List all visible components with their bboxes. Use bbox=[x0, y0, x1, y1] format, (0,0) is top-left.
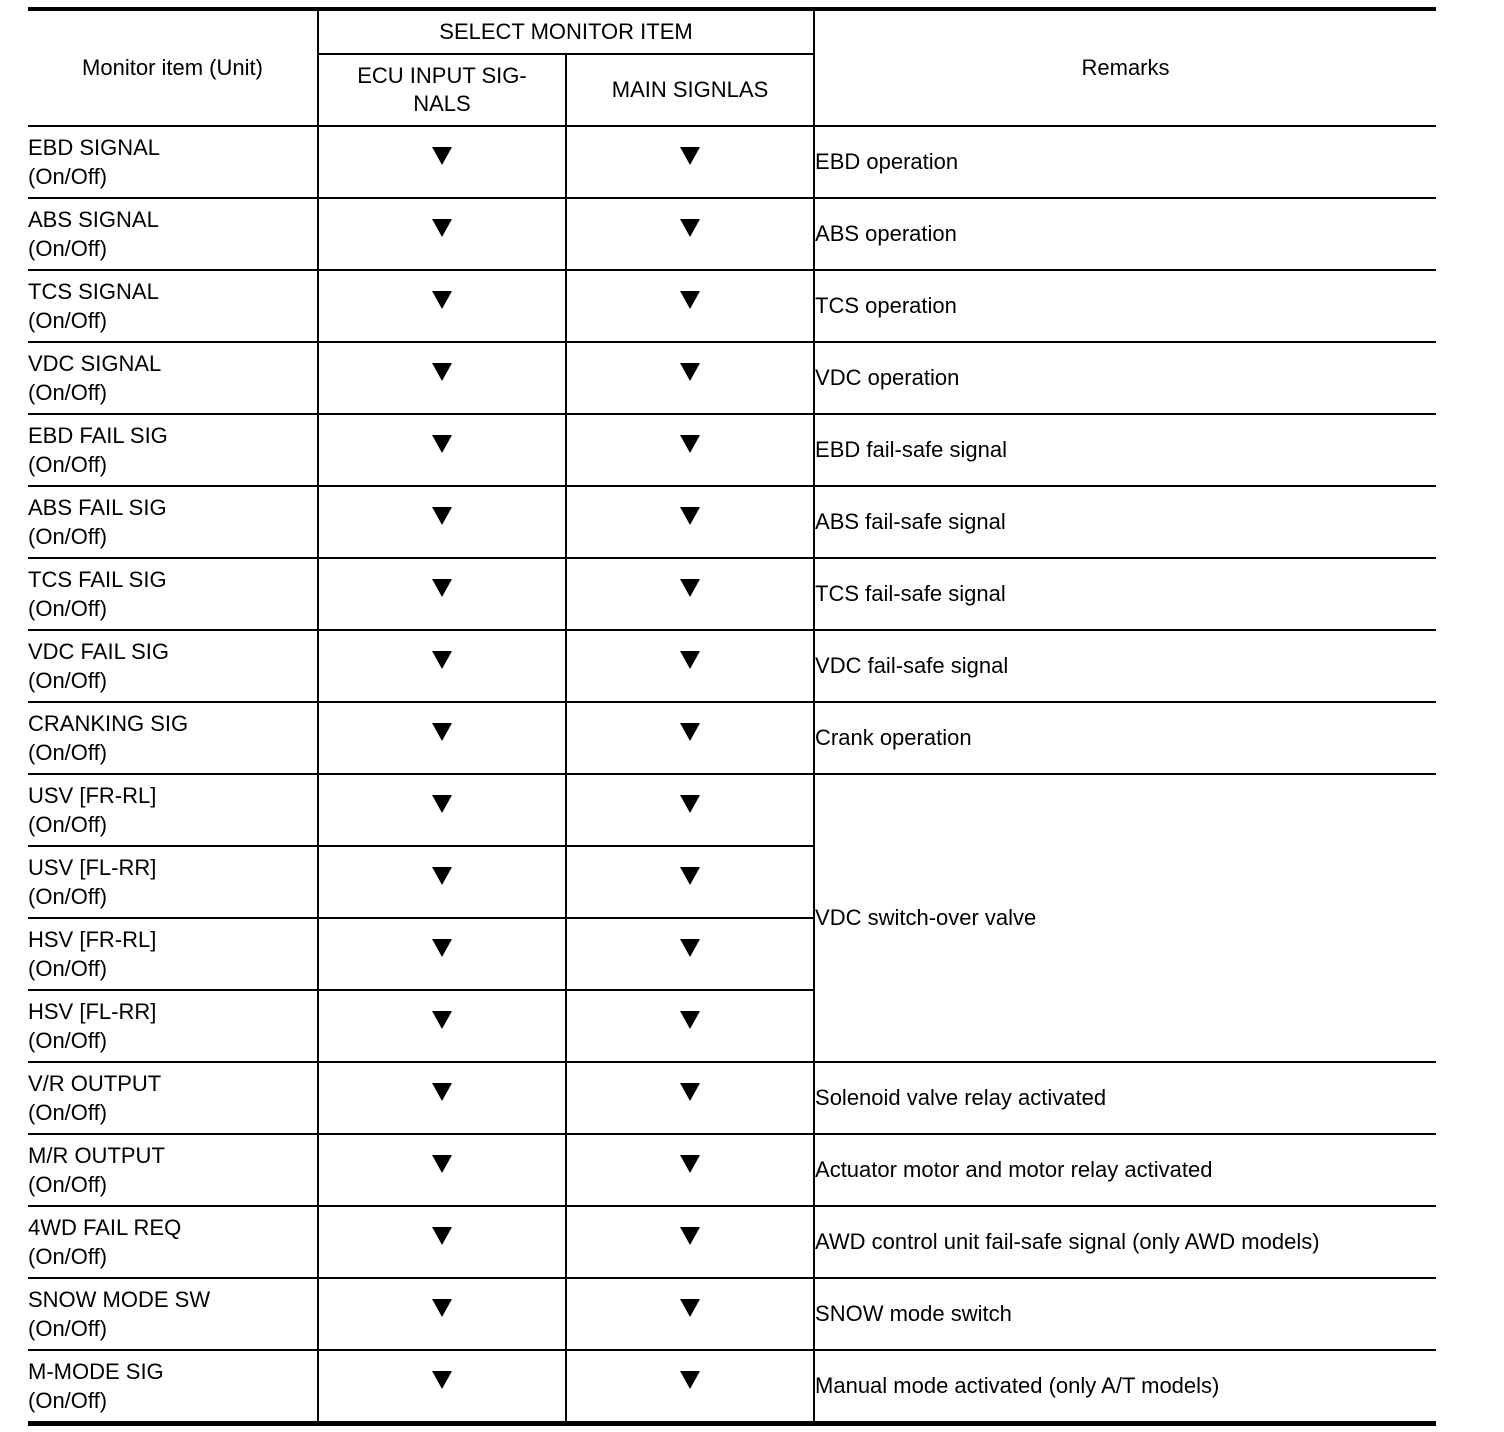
down-triangle-icon bbox=[432, 363, 452, 381]
monitor-item-unit: (On/Off) bbox=[28, 812, 108, 837]
monitor-item-unit: (On/Off) bbox=[28, 452, 108, 477]
ecu-input-signals-mark bbox=[318, 702, 566, 774]
remarks-cell: Manual mode activated (only A/T models) bbox=[814, 1350, 1436, 1424]
monitor-item-cell bbox=[28, 342, 318, 414]
ecu-input-signals-mark bbox=[318, 918, 566, 990]
monitor-item-cell bbox=[28, 1062, 318, 1134]
monitor-item-unit: (On/Off) bbox=[28, 524, 108, 549]
down-triangle-icon bbox=[432, 579, 452, 597]
main-signals-mark bbox=[566, 1206, 814, 1278]
monitor-item-name: M-MODE SIG bbox=[28, 1359, 164, 1384]
monitor-item-unit: (On/Off) bbox=[28, 1100, 108, 1125]
ecu-input-signals-mark bbox=[318, 1350, 566, 1424]
remarks-cell: ABS operation bbox=[814, 198, 1436, 270]
main-signals-mark bbox=[566, 918, 814, 990]
down-triangle-icon bbox=[680, 219, 700, 237]
down-triangle-icon bbox=[680, 795, 700, 813]
down-triangle-icon bbox=[432, 291, 452, 309]
ecu-input-signals-mark bbox=[318, 414, 566, 486]
table-row bbox=[28, 774, 1436, 846]
header-main-signals: MAIN SIGNLAS bbox=[566, 54, 814, 126]
main-signals-mark bbox=[566, 1062, 814, 1134]
monitor-item-cell bbox=[28, 414, 318, 486]
down-triangle-icon bbox=[432, 1371, 452, 1389]
down-triangle-icon bbox=[680, 1371, 700, 1389]
monitor-item-name: SNOW MODE SW bbox=[28, 1287, 211, 1312]
monitor-item-name: V/R OUTPUT bbox=[28, 1071, 162, 1096]
down-triangle-icon bbox=[432, 507, 452, 525]
remarks-cell: EBD operation bbox=[814, 126, 1436, 198]
table-row bbox=[28, 558, 1436, 630]
table-row bbox=[28, 1134, 1436, 1206]
down-triangle-icon bbox=[432, 1011, 452, 1029]
monitor-item-unit: (On/Off) bbox=[28, 668, 108, 693]
main-signals-mark bbox=[566, 1134, 814, 1206]
main-signals-mark bbox=[566, 990, 814, 1062]
header-remarks: Remarks bbox=[814, 9, 1436, 126]
down-triangle-icon bbox=[432, 1155, 452, 1173]
main-signals-mark bbox=[566, 630, 814, 702]
monitor-item-unit: (On/Off) bbox=[28, 1388, 108, 1413]
monitor-item-cell bbox=[28, 990, 318, 1062]
down-triangle-icon bbox=[432, 651, 452, 669]
ecu-input-signals-mark bbox=[318, 1206, 566, 1278]
monitor-item-unit: (On/Off) bbox=[28, 884, 108, 909]
down-triangle-icon bbox=[680, 1083, 700, 1101]
down-triangle-icon bbox=[432, 1083, 452, 1101]
remarks-cell: ABS fail-safe signal bbox=[814, 486, 1436, 558]
main-signals-mark bbox=[566, 702, 814, 774]
monitor-item-name: M/R OUTPUT bbox=[28, 1143, 165, 1168]
header-monitor-item: Monitor item (Unit) bbox=[28, 9, 318, 126]
monitor-item-unit: (On/Off) bbox=[28, 164, 108, 189]
down-triangle-icon bbox=[432, 867, 452, 885]
down-triangle-icon bbox=[432, 939, 452, 957]
down-triangle-icon bbox=[432, 1227, 452, 1245]
main-signals-mark bbox=[566, 1278, 814, 1350]
main-signals-mark bbox=[566, 126, 814, 198]
down-triangle-icon bbox=[432, 435, 452, 453]
monitor-item-table bbox=[28, 7, 1436, 1426]
monitor-item-cell bbox=[28, 558, 318, 630]
down-triangle-icon bbox=[680, 1299, 700, 1317]
ecu-input-signals-mark bbox=[318, 270, 566, 342]
monitor-item-unit: (On/Off) bbox=[28, 1172, 108, 1197]
monitor-item-unit: (On/Off) bbox=[28, 236, 108, 261]
monitor-item-name: TCS SIGNAL bbox=[28, 279, 159, 304]
table-row bbox=[28, 1278, 1436, 1350]
monitor-item-cell bbox=[28, 1350, 318, 1424]
monitor-item-cell bbox=[28, 1134, 318, 1206]
ecu-input-signals-mark bbox=[318, 198, 566, 270]
monitor-item-name: HSV [FR-RL] bbox=[28, 927, 157, 952]
ecu-input-signals-mark bbox=[318, 990, 566, 1062]
monitor-item-name: TCS FAIL SIG bbox=[28, 567, 167, 592]
table-row bbox=[28, 342, 1436, 414]
remarks-cell: TCS operation bbox=[814, 270, 1436, 342]
down-triangle-icon bbox=[432, 219, 452, 237]
ecu-input-signals-mark bbox=[318, 486, 566, 558]
monitor-item-cell bbox=[28, 1278, 318, 1350]
monitor-item-unit: (On/Off) bbox=[28, 1316, 108, 1341]
monitor-item-cell bbox=[28, 630, 318, 702]
table-row bbox=[28, 486, 1436, 558]
down-triangle-icon bbox=[432, 147, 452, 165]
main-signals-mark bbox=[566, 486, 814, 558]
monitor-item-cell bbox=[28, 126, 318, 198]
monitor-item-name: VDC FAIL SIG bbox=[28, 639, 170, 664]
monitor-item-cell bbox=[28, 918, 318, 990]
monitor-item-name: 4WD FAIL REQ bbox=[28, 1215, 182, 1240]
main-signals-mark bbox=[566, 270, 814, 342]
monitor-item-unit: (On/Off) bbox=[28, 596, 108, 621]
monitor-item-name: HSV [FL-RR] bbox=[28, 999, 157, 1024]
monitor-item-unit: (On/Off) bbox=[28, 1244, 108, 1269]
remarks-cell: EBD fail-safe signal bbox=[814, 414, 1436, 486]
remarks-cell: Crank operation bbox=[814, 702, 1436, 774]
monitor-item-cell bbox=[28, 774, 318, 846]
monitor-item-cell bbox=[28, 198, 318, 270]
remarks-cell: VDC fail-safe signal bbox=[814, 630, 1436, 702]
header-select-monitor-item: SELECT MONITOR ITEM bbox=[318, 9, 814, 54]
down-triangle-icon bbox=[680, 939, 700, 957]
down-triangle-icon bbox=[680, 579, 700, 597]
remarks-cell: VDC operation bbox=[814, 342, 1436, 414]
monitor-item-name: USV [FL-RR] bbox=[28, 855, 157, 880]
header-ecu-input-signals bbox=[318, 54, 566, 126]
down-triangle-icon bbox=[680, 867, 700, 885]
main-signals-mark bbox=[566, 414, 814, 486]
main-signals-mark bbox=[566, 342, 814, 414]
ecu-input-signals-mark bbox=[318, 1278, 566, 1350]
table-row bbox=[28, 198, 1436, 270]
monitor-item-unit: (On/Off) bbox=[28, 740, 108, 765]
table-row bbox=[28, 1350, 1436, 1424]
table-row bbox=[28, 702, 1436, 774]
ecu-input-signals-mark bbox=[318, 558, 566, 630]
remarks-cell: Solenoid valve relay activated bbox=[814, 1062, 1436, 1134]
remarks-cell: AWD control unit fail-safe signal (only AWD models) bbox=[814, 1206, 1436, 1278]
monitor-item-name: ABS FAIL SIG bbox=[28, 495, 167, 520]
monitor-item-cell bbox=[28, 846, 318, 918]
down-triangle-icon bbox=[680, 651, 700, 669]
main-signals-mark bbox=[566, 774, 814, 846]
main-signals-mark bbox=[566, 198, 814, 270]
ecu-input-signals-mark bbox=[318, 630, 566, 702]
down-triangle-icon bbox=[432, 1299, 452, 1317]
monitor-item-name: EBD SIGNAL bbox=[28, 135, 161, 160]
monitor-item-name: VDC SIGNAL bbox=[28, 351, 162, 376]
down-triangle-icon bbox=[432, 723, 452, 741]
down-triangle-icon bbox=[680, 363, 700, 381]
monitor-item-cell bbox=[28, 1206, 318, 1278]
remarks-cell: Actuator motor and motor relay activated bbox=[814, 1134, 1436, 1206]
down-triangle-icon bbox=[680, 435, 700, 453]
ecu-input-signals-mark bbox=[318, 1062, 566, 1134]
ecu-input-signals-mark bbox=[318, 1134, 566, 1206]
table-row bbox=[28, 1062, 1436, 1134]
main-signals-mark bbox=[566, 1350, 814, 1424]
main-signals-mark bbox=[566, 846, 814, 918]
header-ecu-input-line1: ECU INPUT SIG- bbox=[357, 63, 527, 88]
table-row bbox=[28, 630, 1436, 702]
down-triangle-icon bbox=[432, 795, 452, 813]
monitor-item-name: EBD FAIL SIG bbox=[28, 423, 168, 448]
remarks-cell: VDC switch-over valve bbox=[814, 774, 1436, 1062]
monitor-item-name: ABS SIGNAL bbox=[28, 207, 159, 232]
table-row bbox=[28, 414, 1436, 486]
monitor-item-unit: (On/Off) bbox=[28, 380, 108, 405]
table-row bbox=[28, 270, 1436, 342]
remarks-cell: SNOW mode switch bbox=[814, 1278, 1436, 1350]
monitor-item-name: USV [FR-RL] bbox=[28, 783, 157, 808]
monitor-item-cell bbox=[28, 702, 318, 774]
ecu-input-signals-mark bbox=[318, 774, 566, 846]
down-triangle-icon bbox=[680, 723, 700, 741]
down-triangle-icon bbox=[680, 1011, 700, 1029]
table-row bbox=[28, 1206, 1436, 1278]
monitor-item-cell bbox=[28, 486, 318, 558]
ecu-input-signals-mark bbox=[318, 342, 566, 414]
remarks-cell: TCS fail-safe signal bbox=[814, 558, 1436, 630]
monitor-item-unit: (On/Off) bbox=[28, 956, 108, 981]
header-ecu-input-line2: NALS bbox=[413, 91, 471, 116]
main-signals-mark bbox=[566, 558, 814, 630]
down-triangle-icon bbox=[680, 1227, 700, 1245]
ecu-input-signals-mark bbox=[318, 846, 566, 918]
monitor-item-cell bbox=[28, 270, 318, 342]
down-triangle-icon bbox=[680, 1155, 700, 1173]
down-triangle-icon bbox=[680, 291, 700, 309]
down-triangle-icon bbox=[680, 507, 700, 525]
monitor-item-name: CRANKING SIG bbox=[28, 711, 189, 736]
down-triangle-icon bbox=[680, 147, 700, 165]
table-row bbox=[28, 126, 1436, 198]
monitor-item-unit: (On/Off) bbox=[28, 308, 108, 333]
ecu-input-signals-mark bbox=[318, 126, 566, 198]
monitor-item-unit: (On/Off) bbox=[28, 1028, 108, 1053]
